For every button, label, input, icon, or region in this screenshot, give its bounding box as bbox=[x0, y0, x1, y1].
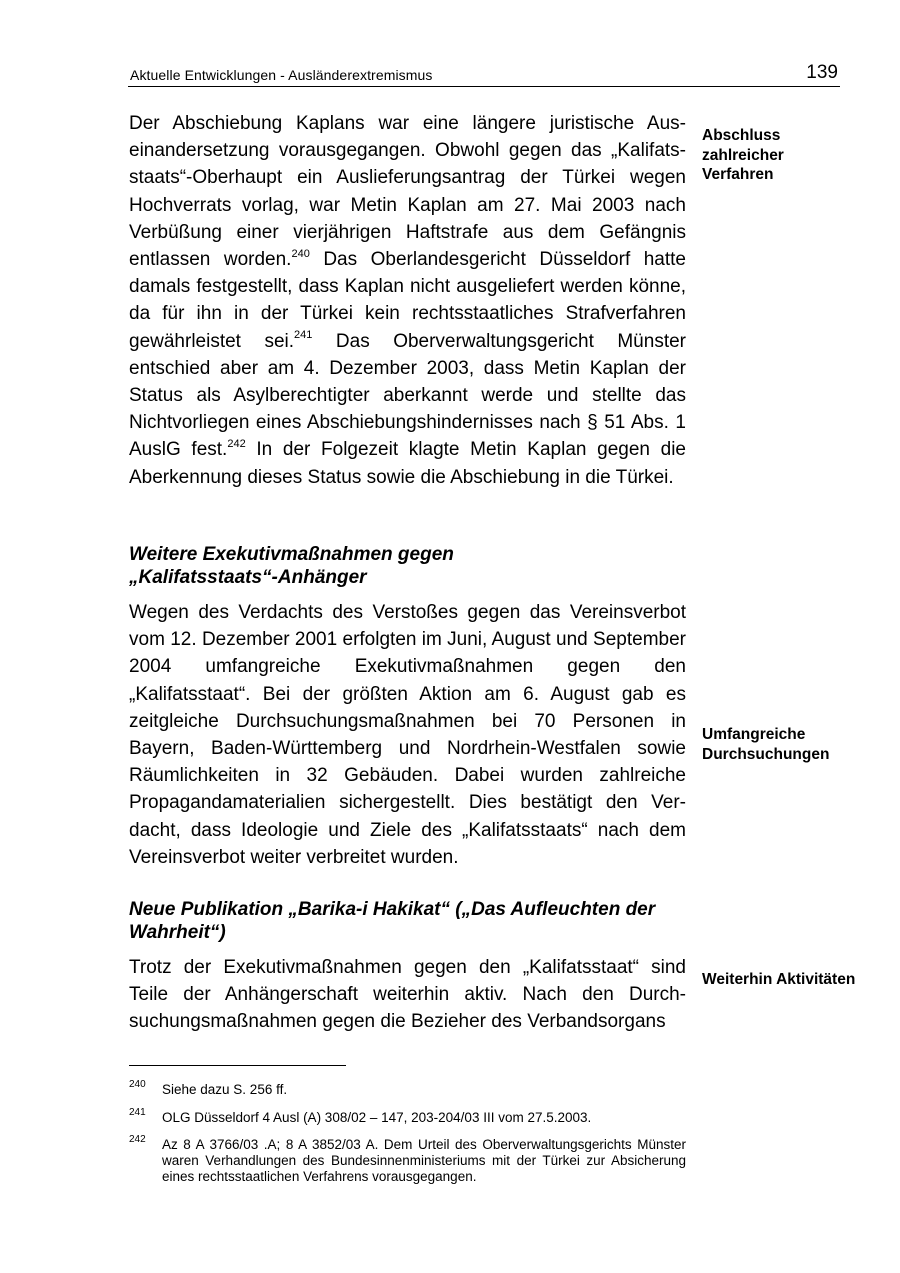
footnote-ref-240[interactable]: 240 bbox=[291, 247, 310, 260]
heading-line: Wahrheit“) bbox=[129, 922, 226, 943]
footnote-text: Az 8 A 3766/03 .A; 8 A 3852/03 A. Dem Urteil des Oberverwaltungsgerichts Münster waren Verhandlungen des Bundesinnenministeriums mit der Türkei zur Absicherung eines rechtsstaatlichen Verfahrens vorausgegangen. bbox=[162, 1137, 686, 1184]
section-heading-publikation bbox=[129, 898, 699, 944]
margin-note-line: Abschluss bbox=[702, 127, 781, 144]
page-number: 139 bbox=[806, 62, 838, 83]
footnote-number: 242 bbox=[129, 1134, 146, 1145]
footnote-number: 241 bbox=[129, 1107, 146, 1118]
heading-line: „Kalifatsstaats“-Anhänger bbox=[129, 567, 367, 588]
paragraph-text: In der Folgezeit klagte Metin Kaplan gegen die Aberkennung dieses Status sowie die Abschiebung in die Türkei. bbox=[129, 439, 686, 488]
margin-note-durchsuchungen bbox=[702, 725, 882, 764]
footnote-number: 240 bbox=[129, 1079, 146, 1090]
margin-note-abschluss bbox=[702, 126, 882, 185]
margin-note-line: Umfangreiche bbox=[702, 726, 806, 743]
paragraph-kaplan-deportation bbox=[129, 110, 686, 491]
footnote-240 bbox=[129, 1079, 686, 1098]
margin-note-line: Verfahren bbox=[702, 166, 774, 183]
footnote-text: OLG Düsseldorf 4 Ausl (A) 308/02 – 147, 203-204/03 III vom 27.5.2003. bbox=[162, 1110, 592, 1125]
footnote-242 bbox=[129, 1134, 686, 1185]
heading-line: Weitere Exekutivmaßnahmen gegen bbox=[129, 544, 454, 565]
footnote-ref-242[interactable]: 242 bbox=[227, 438, 246, 451]
running-title: Aktuelle Entwicklungen - Ausländerextremismus bbox=[130, 67, 433, 83]
footnote-text: Siehe dazu S. 256 ff. bbox=[162, 1082, 288, 1097]
margin-note-aktivitaeten: Weiterhin Aktivitäten bbox=[702, 971, 856, 988]
paragraph-publikation: Trotz der Exekutivmaßnahmen gegen den „Kalifatsstaat“ sind Teile der Anhängerschaft weiterhin aktiv. Nach den Durchsuchungsmaßnahmen gegen die Bezieher des Verbandsorgans bbox=[129, 957, 686, 1033]
footnote-separator bbox=[129, 1065, 346, 1066]
paragraph-text: Das Oberlandesgericht Düsseldorf hatte damals festgestellt, dass Kaplan nicht ausgeliefert werden könne, da für ihn in der Türkei kein rechtsstaatliches Strafverfahren gewährleistet sei. bbox=[129, 249, 686, 352]
paragraph-text: Das Oberverwaltungsgericht Münster entschied aber am 4. Dezember 2003, dass Metin Kaplan der Status als Asylberechtigter aberkannt werde und stellte das Nichtvorliegen eines Abschiebungshindernisses nach § 51 Abs. 1 AuslG fest. bbox=[129, 330, 686, 461]
margin-note-line: zahlreicher bbox=[702, 146, 784, 164]
header-rule bbox=[128, 86, 840, 87]
margin-note-line: Durchsuchungen bbox=[702, 745, 830, 763]
heading-line: Neue Publikation „Barika-i Hakikat“ („Das Aufleuchten der bbox=[129, 899, 656, 920]
paragraph-text: Der Abschiebung Kaplans war eine längere juristische Auseinandersetzung vorausgegangen. Obwohl gegen das „Kalifatsstaats“-Oberhaupt ein Auslieferungsantrag der Türkei wegen Hochverrats vorlag, war Metin Kaplan am 27. Mai 2003 nach Verbüßung einer vierjährigen Haftstrafe aus dem Gefängnis entlassen worden. bbox=[129, 113, 686, 271]
paragraph-exekutivmassnahmen: Wegen des Verdachts des Verstoßes gegen das Vereinsverbot vom 12. Dezember 2001 erfolgten im Juni, August und September 2004 umfangreiche Exekutivmaßnahmen gegen den „Kalifatsstaat“. Bei der größten Aktion am 6. August gab es zeitgleiche Durchsuchungsmaßnahmen bei 70 Personen in Bayern, Baden-Württemberg und Nordrhein-Westfalen sowie Räumlichkeiten in 32 Gebäuden. Dabei wurden zahlreiche Propagandamaterialien sichergestellt. Dies bestätigt den Verdacht, dass Ideologie und Ziele des „Kalifatsstaats“ nach dem Vereinsverbot weiter verbreitet wurden. bbox=[129, 602, 686, 868]
section-heading-exekutivmassnahmen bbox=[129, 543, 699, 589]
footnote-ref-241[interactable]: 241 bbox=[294, 329, 313, 342]
footnote-241 bbox=[129, 1107, 686, 1126]
